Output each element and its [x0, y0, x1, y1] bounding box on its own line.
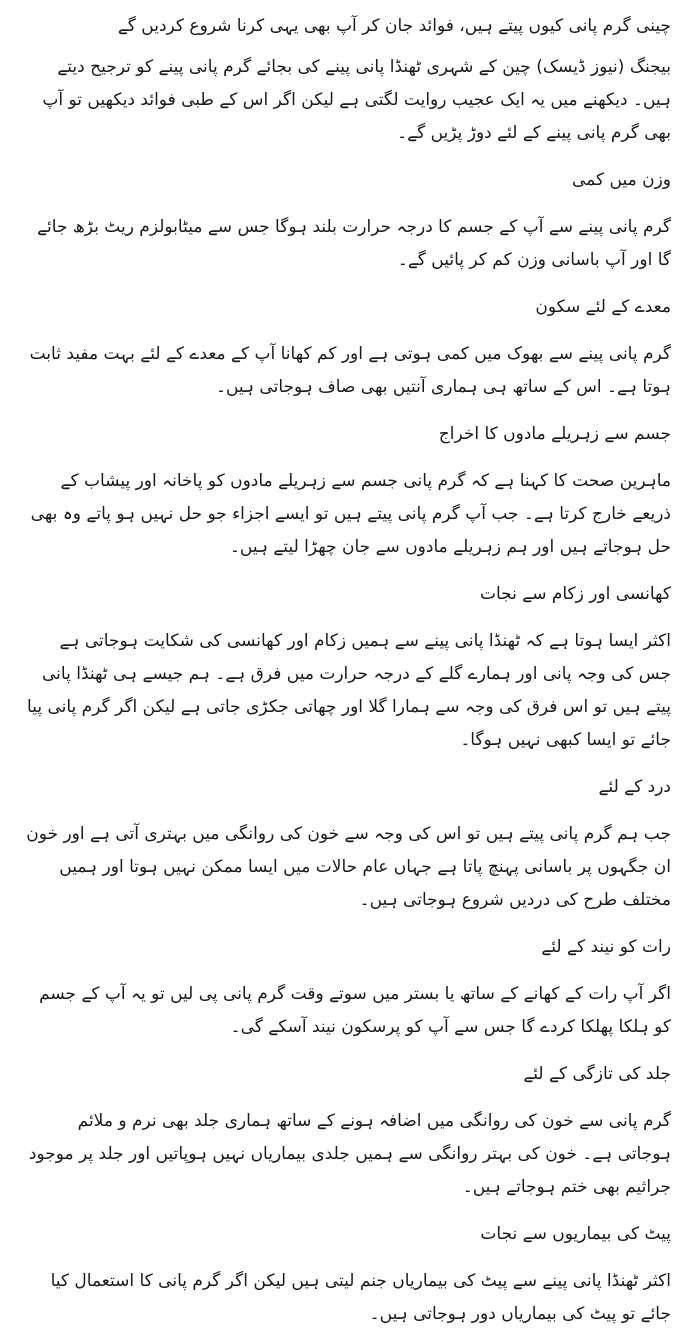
section-heading-toxins: جسم سے زہریلے مادوں کا اخراج — [438, 424, 671, 444]
section-body-pain: جب ہم گرم پانی پیتے ہیں تو اس کی وجہ سے خون کی روانگی میں بہتری آتی ہے اور خون ان جگہوں پر باسانی پہنچ پاتا ہے جہاں عام حالات میں ایسا ممکن نہیں ہوتا اور ہمیں مختلف طرح کی دردیں شروع ہوجاتی ہیں۔ — [26, 824, 671, 910]
section-body-weight-loss: گرم پانی پینے سے آپ کے جسم کا درجہ حرارت بلند ہوگا جس سے میٹابولزم ریٹ بڑھ جائے گا اور آپ باسانی وزن کم کر پائیں گے۔ — [37, 217, 671, 270]
section-body-toxins: ماہرین صحت کا کہنا ہے کہ گرم پانی جسم سے زہریلے مادوں کو پاخانہ اور پیشاب کے ذریعے خارج کرتا ہے۔ جب آپ گرم پانی پیتے ہیں تو ایسے اجزاء جو حل نہیں ہو پاتے وہ بھی حل ہوجاتے ہیں اور ہم زہریلے مادوں سے جان چھڑا لیتے ہیں۔ — [30, 471, 671, 557]
section-body-stomach-diseases: اکثر ٹھنڈا پانی پینے سے پیٹ کی بیماریاں جنم لیتی ہیں لیکن اگر گرم پانی کا استعمال کیا جائے تو پیٹ کی بیماریاں دور ہوجاتی ہیں۔ — [50, 1271, 671, 1324]
section-heading-skin: جلد کی تازگی کے لئے — [523, 1064, 671, 1084]
section-body-sleep: اگر آپ رات کے کھانے کے ساتھ یا بستر میں سوتے وقت گرم پانی پی لیں تو یہ آپ کے جسم کو ہلکا پھلکا کردے گا جس سے آپ کو پرسکون نیند آسکے گی۔ — [39, 984, 671, 1037]
section-body-skin: گرم پانی سے خون کی روانگی میں اضافہ ہونے کے ساتھ ہماری جلد بھی نرم و ملائم ہوجاتی ہے۔ خون کی بہتر روانگی سے ہمیں جلدی بیماریاں نہیں ہوپاتیں اور جلد پر موجود جراثیم بھی ختم ہوجاتے ہیں۔ — [28, 1111, 671, 1197]
section-body-stomach: گرم پانی پینے سے بھوک میں کمی ہوتی ہے اور کم کھانا آپ کے معدے کے لئے بہت مفید ثابت ہوتا ہے۔ اس کے ساتھ ہی ہماری آنتیں بھی صاف ہوجاتی ہیں۔ — [29, 344, 671, 397]
section-body-cough-cold: اکثر ایسا ہوتا ہے کہ ٹھنڈا پانی پینے سے ہمیں زکام اور کھانسی کی شکایت ہوجاتی ہے جس کی وجہ پانی اور ہمارے گلے کے درجہ حرارت میں فرق ہے۔ ہم جیسے ہی ٹھنڈا پانی پیتے ہیں تو اس فرق کی وجہ سے ہمارا گلا اور چھاتی جکڑی جاتی ہے لیکن اگر گرم پانی پیا جائے تو ایسا کبھی نہیں ہوگا۔ — [27, 631, 671, 750]
section-heading-pain: درد کے لئے — [598, 777, 671, 797]
section-heading-stomach: معدے کے لئے سکون — [535, 297, 671, 317]
article-title: چینی گرم پانی کیوں پیتے ہیں، فوائد جان کر آپ بھی یہی کرنا شروع کردیں گے — [117, 16, 671, 36]
section-heading-stomach-diseases: پیٹ کی بیماریوں سے نجات — [480, 1224, 671, 1244]
section-heading-cough-cold: کھانسی اور زکام سے نجات — [479, 584, 671, 604]
section-heading-sleep: رات کو نیند کے لئے — [541, 937, 671, 957]
article-intro: بیجنگ (نیوز ڈیسک) چین کے شہری ٹھنڈا پانی پینے کی بجائے گرم پانی پینے کو ترجیح دیتے ہیں۔ دیکھنے میں یہ ایک عجیب روایت لگتی ہے لیکن اگر اس کے طبی فوائد دیکھیں تو آپ بھی گرم پانی پینے کے لئے دوڑ پڑیں گے۔ — [42, 57, 671, 143]
section-heading-weight-loss: وزن میں کمی — [572, 170, 671, 190]
